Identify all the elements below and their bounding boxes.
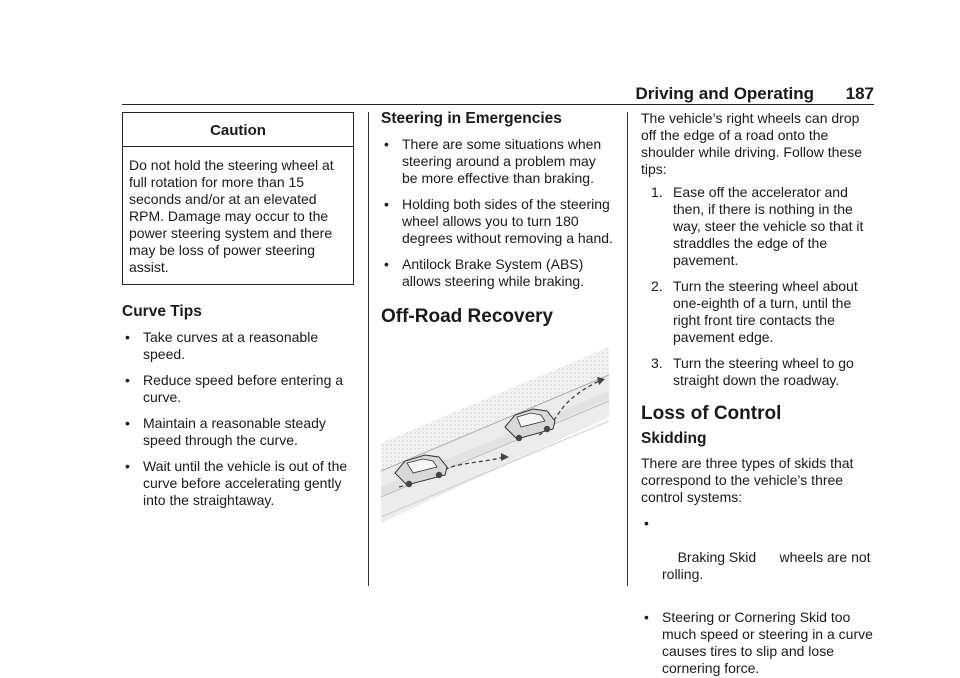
column-middle	[381, 112, 613, 523]
off-road-illustration	[381, 347, 609, 523]
off-road-intro: The vehicle’s right wheels can drop off the edge of a road onto the shoulder while driving. Follow these tips:	[641, 110, 862, 177]
caution-text: Do not hold the steering wheel at full rotation for more than 15 seconds and/or at an elevated RPM. Damage may occur to the power steering system and there may be loss of power steering assist.	[129, 157, 334, 275]
curve-tips-heading: Curve Tips	[122, 303, 202, 320]
bullet-icon: •	[644, 609, 649, 625]
list-item	[641, 278, 877, 346]
bullet-icon: •	[644, 515, 649, 531]
list-item	[122, 329, 356, 363]
bullet-icon: •	[125, 458, 130, 474]
list-item	[122, 415, 356, 449]
step-number: 3.	[651, 355, 663, 371]
bullet-icon: •	[384, 136, 389, 152]
bullet-icon: •	[125, 329, 130, 345]
list-item	[381, 136, 613, 187]
list-item	[641, 355, 877, 389]
column-divider	[368, 112, 369, 586]
bullet-icon: •	[125, 372, 130, 388]
list-item	[381, 256, 613, 290]
list-item	[122, 372, 356, 406]
list-item	[641, 184, 877, 269]
page-header	[122, 82, 874, 105]
list-item-text: Braking Skid wheels are not rolling.	[662, 549, 875, 582]
caution-title: Caution	[123, 113, 353, 147]
section-title: Driving and Operating	[635, 84, 814, 103]
list-item-text: Wait until the vehicle is out of the curve before accelerating gently into the straightaway.	[143, 458, 348, 508]
column-left	[122, 112, 356, 509]
list-item-text: There are some situations when steering around a problem may be more effective than braking.	[402, 136, 602, 186]
skidding-intro: There are three types of skids that correspond to the vehicle’s three control systems:	[641, 455, 854, 505]
step-number: 2.	[651, 278, 663, 294]
list-item	[381, 196, 613, 247]
list-item	[641, 515, 877, 600]
list-item-text: Holding both sides of the steering wheel allows you to turn 180 degrees without removing a hand.	[402, 196, 613, 246]
off-road-recovery-heading: Off-Road Recovery	[381, 306, 554, 327]
step-number: 1.	[651, 184, 663, 200]
steering-emergencies-heading: Steering in Emergencies	[381, 110, 562, 127]
bullet-icon: •	[384, 196, 389, 212]
list-item	[641, 609, 877, 677]
caution-box	[122, 112, 354, 285]
list-item-text: Maintain a reasonable steady speed through the curve.	[143, 415, 326, 448]
list-item-text: Steering or Cornering Skid too much speed or steering in a curve causes tires to slip and lose cornering force.	[662, 609, 873, 676]
list-item-text: Turn the steering wheel about one-eighth of a turn, until the right front tire contacts the pavement edge.	[673, 278, 858, 345]
list-item-text: Antilock Brake System (ABS) allows steering while braking.	[402, 256, 585, 289]
bullet-icon: •	[384, 256, 389, 272]
list-item	[122, 458, 356, 509]
column-divider	[627, 112, 628, 586]
list-item-text: Reduce speed before entering a curve.	[143, 372, 344, 405]
list-item-text: Take curves at a reasonable speed.	[143, 329, 319, 362]
loss-of-control-heading: Loss of Control	[641, 403, 782, 424]
skidding-heading: Skidding	[641, 430, 707, 447]
page-number: 187	[845, 84, 874, 103]
bullet-icon: •	[125, 415, 130, 431]
list-item-text: Ease off the accelerator and then, if there is nothing in the way, steer the vehicle so that it straddles the edge of the pavement.	[673, 184, 864, 268]
column-right	[641, 112, 877, 677]
list-item-text: Turn the steering wheel to go straight down the roadway.	[673, 355, 854, 388]
